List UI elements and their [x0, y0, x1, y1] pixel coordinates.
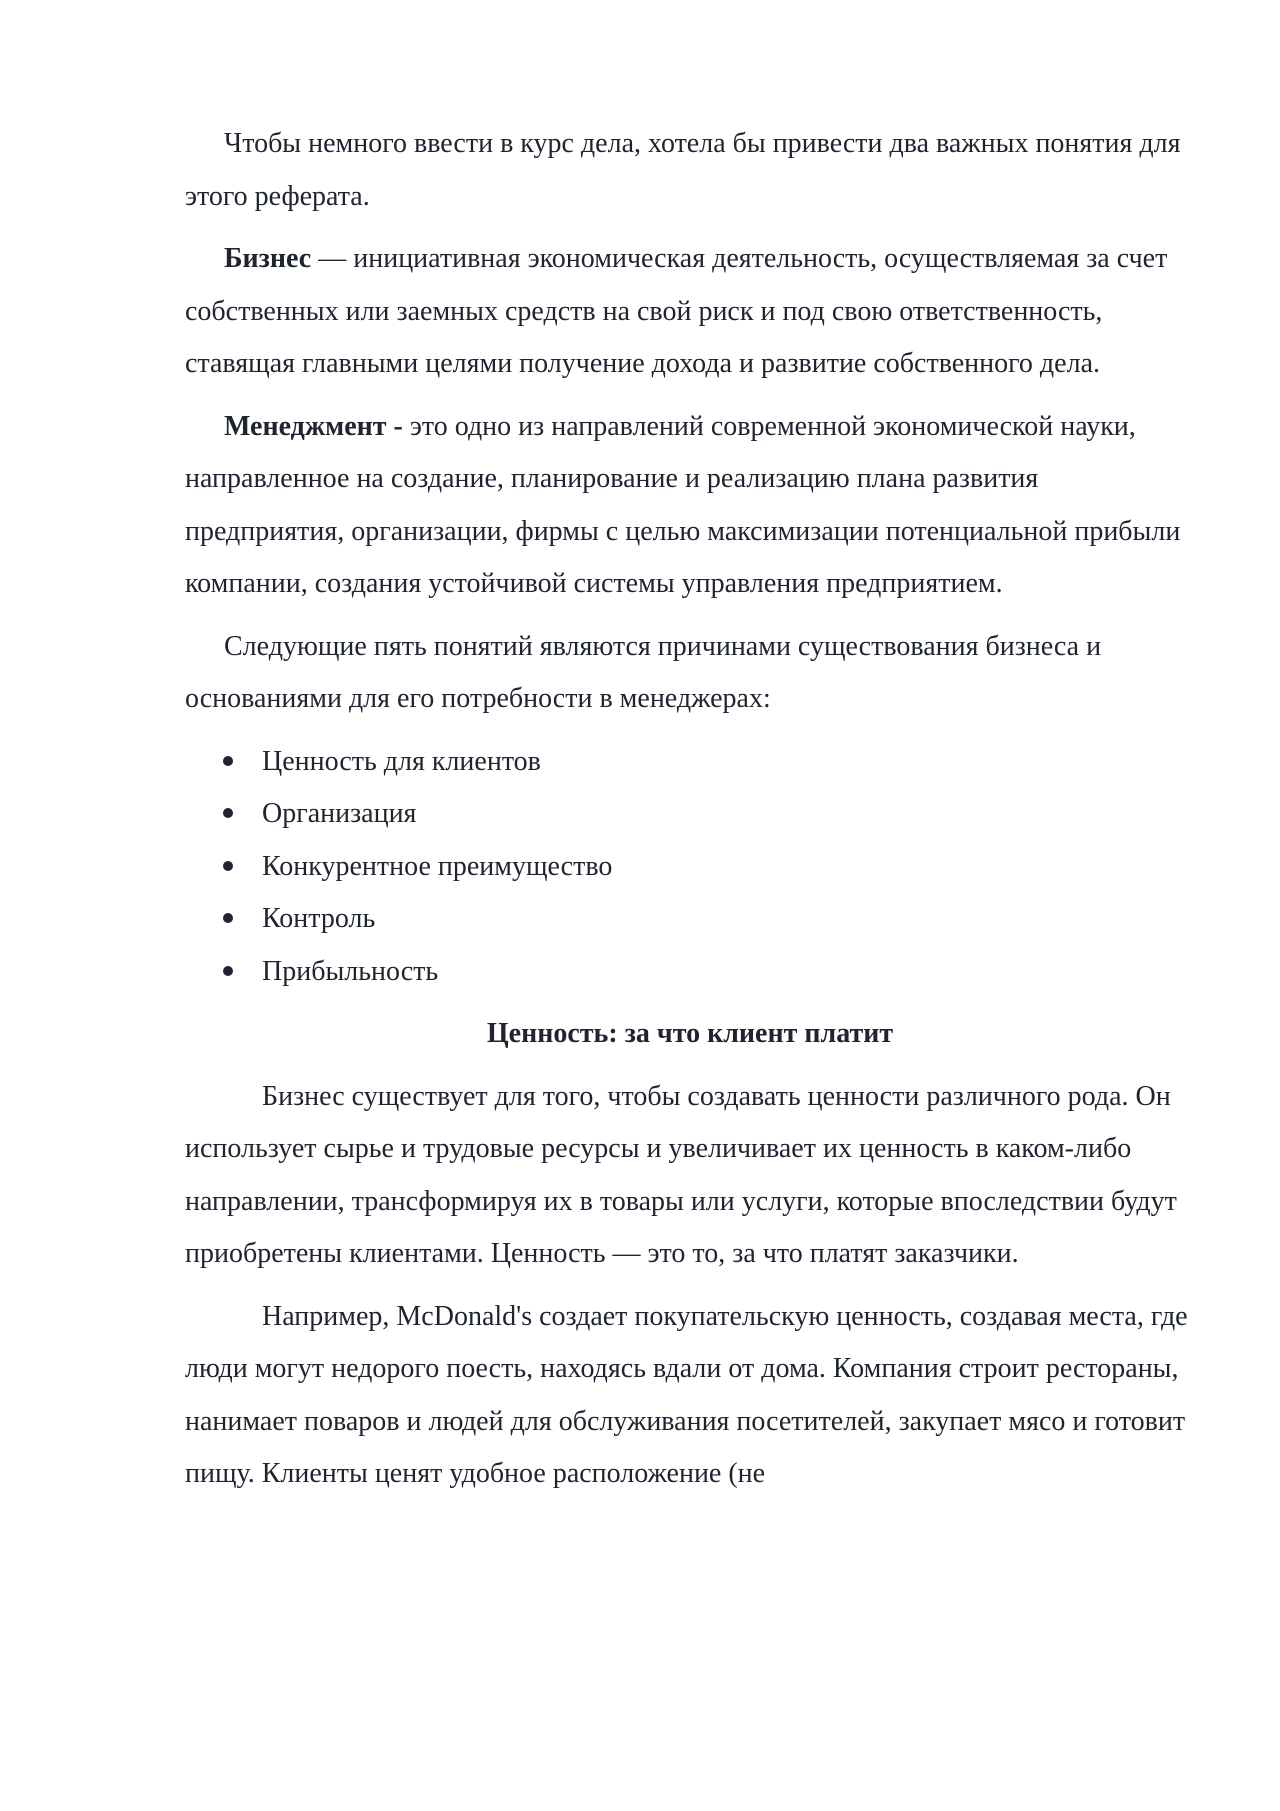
bullet-icon [223, 756, 233, 766]
bullet-icon [223, 966, 233, 976]
value-paragraph: Бизнес существует для того, чтобы создавать ценности различного рода. Он использует сырье и трудовые ресурсы и увеличивает их ценность в каком-либо направлении, трансформируя их в товары или услуги, которые впоследствии будут приобретены клиентами. Ценность — это то, за что платят заказчики. [185, 1080, 1177, 1269]
list-item-text: Контроль [262, 903, 376, 934]
example-paragraph: Например, McDonald's создает покупательскую ценность, создавая места, где люди могут недорого поесть, находясь вдали от дома. Компания строит рестораны, нанимает поваров и людей для обслуживания посетителей, закупает мясо и готовит пищу. Клиенты ценят удобное расположение (не [185, 1300, 1188, 1489]
bullet-icon [223, 861, 233, 871]
list-item-text: Конкурентное преимущество [262, 850, 613, 882]
list-item [185, 946, 1195, 999]
list-item [185, 788, 1195, 841]
list-item [185, 736, 1195, 789]
list-item [185, 841, 1195, 894]
intro-paragraph: Чтобы немного ввести в курс дела, хотела бы привести два важных понятия для этого реферата. [185, 128, 1181, 212]
management-definition: это одно из направлений современной экономической науки, направленное на создание, планирование и реализацию плана развития предприятия, организации, фирмы с целью максимизации потенциальной прибыли компании, создания устойчивой системы управления предприятием. [185, 410, 1181, 599]
management-term: Менеджмент - [224, 410, 403, 442]
five-concepts-intro: Следующие пять понятий являются причинами существования бизнеса и основаниями для его потребности в менеджерах: [185, 630, 1102, 714]
management-definition-paragraph [185, 401, 1195, 611]
section-heading: Ценность: за что клиент платит [486, 1018, 894, 1049]
business-definition-paragraph [185, 233, 1195, 391]
list-item-text: Прибыльность [262, 955, 439, 987]
business-definition: — инициативная экономическая деятельность, осуществляемая за счет собственных или заемных средств на свой риск и под свою ответственность, ставящая главными целями получение дохода и развитие собственного дела. [185, 243, 1168, 379]
concepts-list [185, 736, 1195, 999]
business-term: Бизнес [224, 243, 312, 274]
bullet-icon [223, 808, 233, 818]
bullet-icon [223, 913, 233, 923]
document-body [185, 118, 1195, 1511]
list-item [185, 893, 1195, 946]
list-item-text: Организация [262, 798, 417, 829]
list-item-text: Ценность для клиентов [262, 745, 541, 777]
